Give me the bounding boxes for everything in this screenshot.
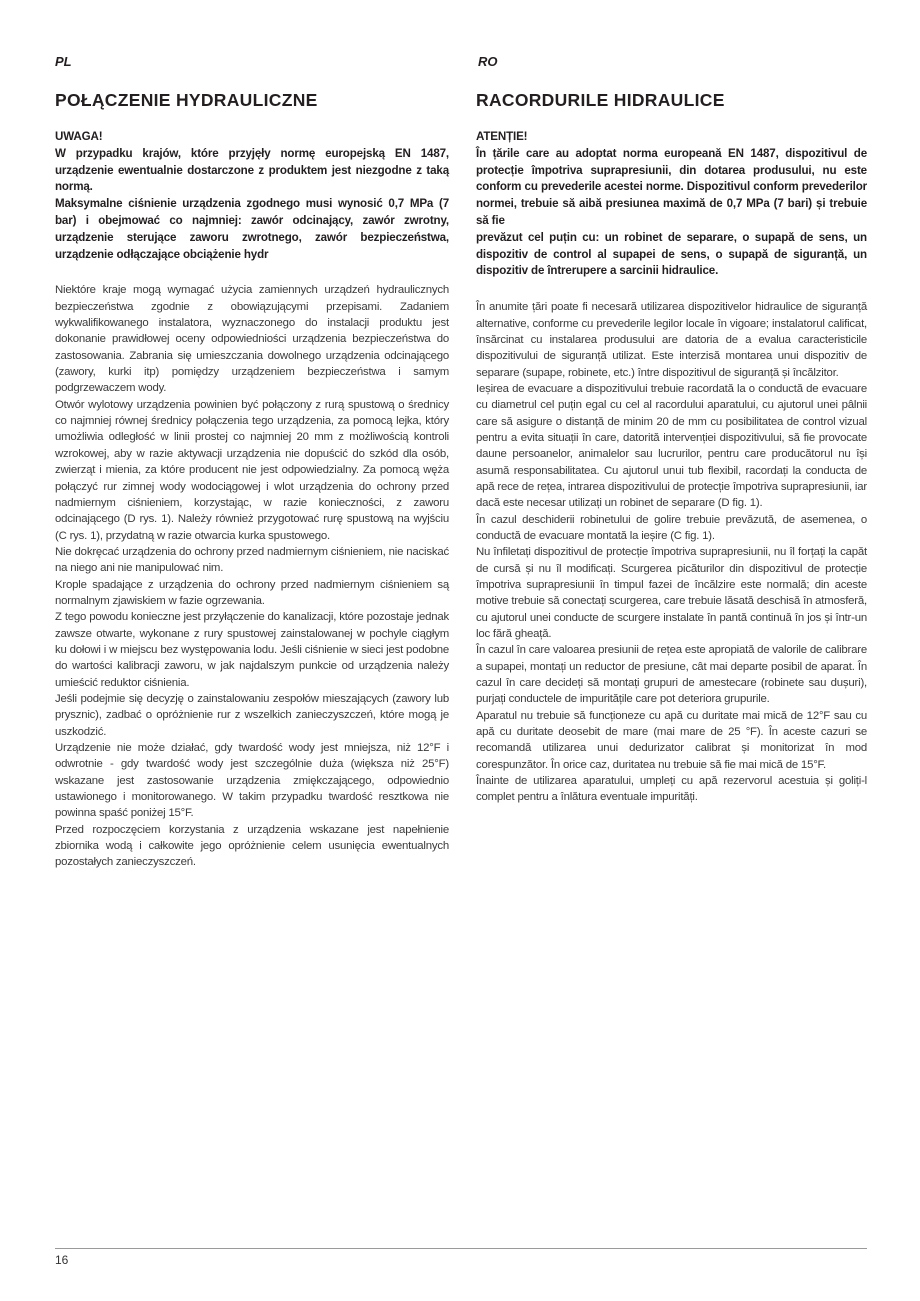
section-title: POŁĄCZENIE HYDRAULICZNE [55,90,318,110]
paragraph: În cazul în care valoarea presiunii de rețea este apropiată de valorile de calibrare a supapei, montați un reductor de presiune, cât mai departe posibil de aparat. În cazul în care decideți să montați grupuri de amestecare (robinete sau dușuri), purjați conductele de impuritățile care pot deteriora grupurile. [476,644,867,706]
language-label-ro: RO [478,54,498,69]
body-text [476,299,867,806]
warning-text: Maksymalne ciśnienie urządzenia zgodnego musi wynosić 0,7 MPa (7 bar) i obejmować co najmniej: zawór odcinający, zawór zwrotny, urządzenie sterujące zaworu zwrotnego, zawór bezpieczeństwa, urządzenie odłączające obciążenie hydr [55,197,449,261]
section-title: RACORDURILE HIDRAULICE [476,90,725,110]
paragraph: Przed rozpoczęciem korzystania z urządzenia wskazane jest napełnienie zbiornika wodą i całkowite jego opróżnienie celem usunięcia ewentualnych pozostałych zanieczyszczeń. [55,823,449,869]
page-number: 16 [55,1253,69,1267]
paragraph: Otwór wylotowy urządzenia powinien być połączony z rurą spustową o średnicy co najmniej równej średnicy połączenia tego urządzenia, za pomocą lejka, który umożliwia odległość w linii prostej co najmniej 20 mm z możliwością kontroli wzrokowej, aby w razie aktywacji urządzenia nie dopuścić do szkód dla osób, zwierząt i mienia, za które producent nie jest odpowiedzialny. Za pomocą węża połączyć rur zimnej wody wodociągowej i wlot urządzenia do ochrony przed nadmiernym ciśnieniem, korzystając, w razie konieczności, z zaworu odcinającego (D rys. 1). Należy również przygotować rurę spustową na wyjściu (C rys. 1), przydatną w razie otwarcia kurka spustowego. [55,398,449,542]
warning-text: prevăzut cel puțin cu: un robinet de separare, o supapă de sens, un dispozitiv de control al supapei de sens, o supapă de siguranță, un dispozitiv de întrerupere a sarcinii hidraulice. [476,230,867,278]
warning-label: UWAGA! [55,130,103,143]
paragraph: Nie dokręcać urządzenia do ochrony przed nadmiernym ciśnieniem, nie naciskać na niego ani nie manipulować nim. [55,545,449,575]
body-text [55,282,449,870]
footer-divider [55,1248,867,1249]
paragraph: În cazul deschiderii robinetului de golire trebuie prevăzută, de asemenea, o conductă de evacuare montată la ieșire (C fig. 1). [476,513,867,542]
paragraph: Krople spadające z urządzenia do ochrony przed nadmiernym ciśnieniem są normalnym zjawiskiem w fazie ogrzewania. [55,578,449,607]
paragraph: Urządzenie nie może działać, gdy twardość wody jest mniejsza, niż 12°F i odwrotnie - gdy twardość wody jest szczególnie duża (większa niż 25°F) wskazane jest zastosowanie urządzenia zmiękczającego, odpowiednio ustawionego i monitorowanego. W takim przypadku twardość resztkowa nie powinna spaść poniżej 15°F. [55,742,449,820]
warning-label: ATENȚIE! [476,130,528,143]
warning-text: W przypadku krajów, które przyjęły normę europejską EN 1487, urządzenie ewentualnie dostarczone z produktem jest niezgodne z taką normą. [55,146,449,194]
warning-text: În țările care au adoptat norma europeană EN 1487, dispozitivul de protecție împotriva suprapresiunii, din dotarea produsului, nu este conform cu prevederile acestei norme. Dispozitivul conform prevederilor normei, trebuie să aibă presiunea maximă de 0,7 MPa (7 bari) și trebuie să fie [476,146,867,227]
paragraph: Aparatul nu trebuie să funcționeze cu apă cu duritate mai mică de 12°F sau cu apă cu duritate deosebit de mare (mai mare de 25 °F). În aceste cazuri se recomandă utilizarea unui dedurizator calibrat și monitorizat în mod corespunzător. În orice caz, duritatea nu trebuie să fie mai mică de 15°F. [476,709,867,771]
paragraph: Jeśli podejmie się decyzję o zainstalowaniu zespołów mieszających (zawory lub prysznic), zadbać o opróżnienie rur z wszelkich zanieczyszczeń, które mogą je uszkodzić. [55,692,449,738]
paragraph: Înainte de utilizarea aparatului, umpleți cu apă rezervorul acestuia și goliți-l complet pentru a înlătura eventuale impurități. [476,775,867,804]
paragraph: Z tego powodu konieczne jest przyłączenie do kanalizacji, które pozostaje jednak zawsze otwarte, wykonane z rury spustowej zainstalowanej w pochyle ciągłym ku dołowi i w miejscu bez występowania lodu. Jeśli ciśnienie w sieci jest podobne do wartości kalibracji zaworu, w jak najdalszym punkcie od urządzenia należy umieścić reduktor ciśnienia. [55,611,449,689]
column-polish [55,90,449,871]
language-label-pl: PL [55,54,72,69]
paragraph: Nu înfiletați dispozitivul de protecție împotriva suprapresiunii, nu îl forțați la capăt de cursă și nu îl modificați. Scurgerea picăturilor din dispozitivul de protecție împotriva suprapresiunii în timpul fazei de încălzire este normală; din aceste motive trebuie să conectați scurgerea, care trebuie lăsată deschisă în atmosferă, cu ajutorul unei conducte de scurgere instalate în pantă continuă în jos și într-un loc fără gheață. [476,546,867,641]
paragraph: Niektóre kraje mogą wymagać użycia zamiennych urządzeń hydraulicznych bezpieczeństwa zgodnie z obowiązującymi przepisami. Zadaniem wykwalifikowanego instalatora, wyznaczonego do instalacji produktu jest dokonanie prawidłowej oceny odpowiedniości urządzenia bezpieczeństwa do zastosowania. Zabrania się umieszczania dowolnego urządzenia odcinającego (zawory, kurki itp) pomiędzy urządzeniem bezpieczeństwa i samym podgrzewaczem wody. [55,284,449,395]
column-romanian [476,90,867,806]
warning-block [476,129,867,280]
warning-block [55,129,449,263]
paragraph: Ieșirea de evacuare a dispozitivului trebuie racordată la o conductă de evacuare cu diametrul cel puțin egal cu cel al racordului aparatului, cu ajutorul unei pâlnii care să asigure o distanță de minim 20 de mm cu posibilitatea de control vizual pentru a evita situații în care, datorită intervenției dispozitivului, să fie provocate daune persoanelor, animalelor sau lucrurilor, pentru care producătorul nu își asumă responsabilitatea. Cu ajutorul unui tub flexibil, racordați la conducta de apă rece de rețea, intrarea dispozitivului de protecție împotriva suprapresiunii, iar dacă este necesar utilizați un robinet de separare (D fig. 1). [476,382,867,510]
paragraph: În anumite țări poate fi necesară utilizarea dispozitivelor hidraulice de siguranță alternative, conforme cu prevederile legilor locale în vigoare; instalatorul calificat, însărcinat cu instalarea produsului are datoria de a evalua caracteristicile dispozitivului de siguranță utilizat. Este interzisă montarea unui dispozitiv de separare (supape, robinete, etc.) între dispozitivul de siguranță și încălzitor. [476,301,867,379]
